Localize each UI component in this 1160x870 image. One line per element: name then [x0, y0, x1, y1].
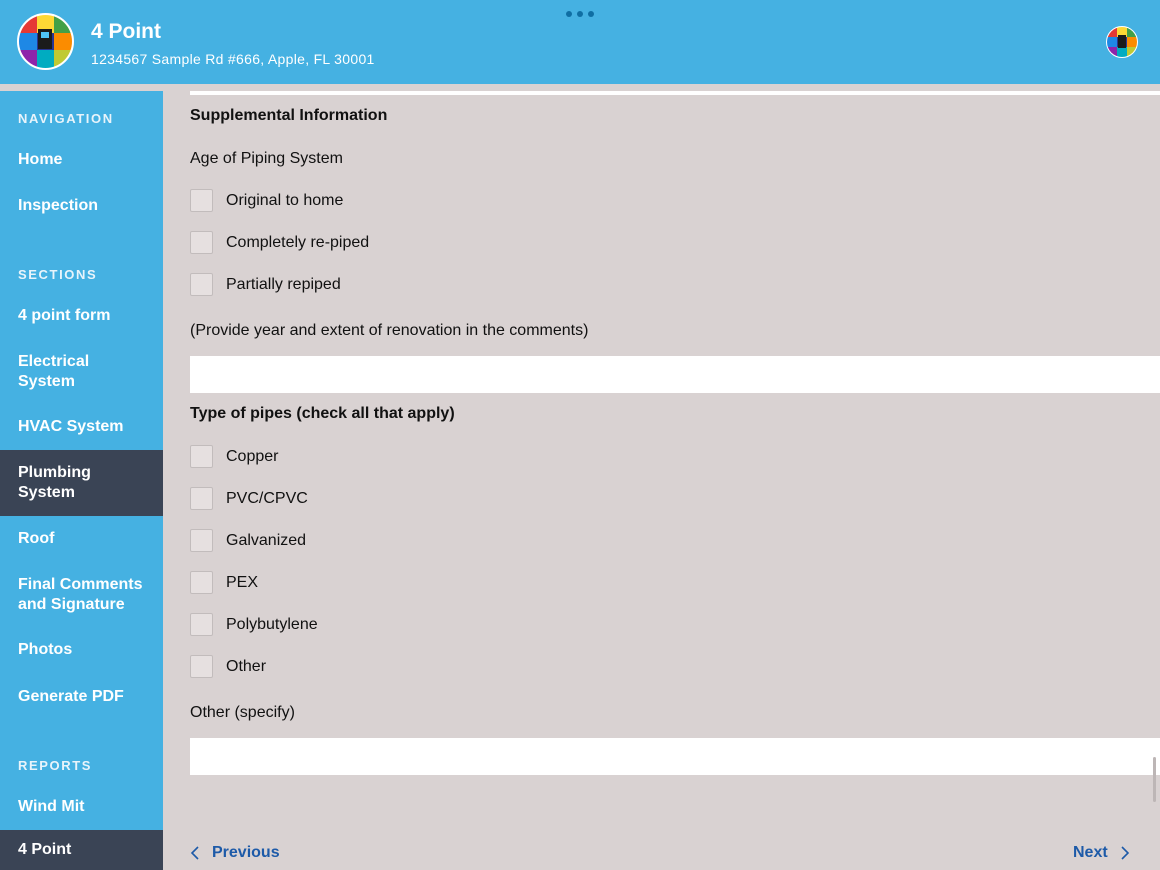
sidebar-item-home[interactable]: Home [18, 151, 63, 168]
section-reports: REPORTS [18, 758, 93, 773]
top-divider [190, 91, 1160, 95]
checkbox-label: Completely re-piped [226, 233, 370, 251]
checkbox-label: Polybutylene [226, 615, 318, 633]
sidebar-item-generate-pdf[interactable]: Generate PDF [18, 688, 124, 705]
sidebar-item-wind-mit[interactable]: Wind Mit [18, 798, 85, 815]
checkbox-completely-repiped[interactable] [190, 231, 369, 254]
checkbox-icon[interactable] [190, 189, 213, 212]
sidebar-item-4-point[interactable]: 4 Point [0, 830, 163, 870]
sidebar-item-photos[interactable]: Photos [18, 641, 73, 658]
checkbox-original-to-home[interactable] [190, 189, 343, 212]
chevron-right-icon [1118, 846, 1130, 860]
age-of-piping-label: Age of Piping System [190, 150, 343, 167]
more-dots-icon[interactable] [566, 8, 594, 20]
checkbox-pex[interactable] [190, 571, 258, 594]
checkbox-label: Partially repiped [226, 275, 341, 293]
sidebar-item-inspection[interactable]: Inspection [18, 197, 99, 214]
other-specify-label: Other (specify) [190, 704, 295, 721]
other-specify-input[interactable] [190, 738, 1160, 775]
next-button[interactable] [1073, 844, 1130, 862]
sidebar [0, 91, 163, 870]
supplemental-heading: Supplemental Information [190, 107, 388, 124]
app-header [0, 0, 1160, 84]
renovation-comments-input[interactable] [190, 356, 1160, 393]
checkbox-label: Original to home [226, 191, 344, 209]
renovation-note: (Provide year and extent of renovation in the comments) [190, 322, 589, 339]
checkbox-polybutylene[interactable] [190, 613, 318, 636]
checkbox-label: PVC/CPVC [226, 489, 308, 507]
checkbox-other[interactable] [190, 655, 266, 678]
sidebar-item-electrical-system[interactable]: Electrical System [18, 353, 90, 390]
app-title: 4 Point [91, 20, 162, 43]
checkbox-partially-repiped[interactable] [190, 273, 341, 296]
checkbox-icon[interactable] [190, 529, 213, 552]
property-address: 1234567 Sample Rd #666, Apple, FL 30001 [91, 51, 375, 67]
checkbox-label: Copper [226, 447, 279, 465]
section-navigation: NAVIGATION [18, 111, 114, 126]
checkbox-galvanized[interactable] [190, 529, 306, 552]
checkbox-icon[interactable] [190, 613, 213, 636]
user-avatar-icon[interactable] [1106, 26, 1138, 58]
sidebar-item-final-comments[interactable]: Final Comments and Signature [18, 576, 143, 613]
sidebar-item-plumbing-system[interactable]: Plumbing System [0, 450, 163, 516]
sidebar-item-4-point-form[interactable]: 4 point form [18, 307, 111, 324]
previous-label: Previous [212, 844, 280, 861]
section-sections: SECTIONS [18, 267, 98, 282]
checkbox-icon[interactable] [190, 487, 213, 510]
sidebar-item-hvac-system[interactable]: HVAC System [18, 418, 124, 435]
next-label: Next [1073, 844, 1108, 861]
checkbox-icon[interactable] [190, 231, 213, 254]
checkbox-icon[interactable] [190, 571, 213, 594]
sidebar-item-roof[interactable]: Roof [18, 530, 55, 547]
checkbox-label: PEX [226, 573, 259, 591]
checkbox-icon[interactable] [190, 445, 213, 468]
checkbox-label: Galvanized [226, 531, 307, 549]
chevron-left-icon [190, 846, 202, 860]
pipe-types-heading: Type of pipes (check all that apply) [190, 405, 455, 422]
previous-button[interactable] [190, 844, 280, 862]
checkbox-icon[interactable] [190, 273, 213, 296]
checkbox-icon[interactable] [190, 655, 213, 678]
checkbox-copper[interactable] [190, 445, 278, 468]
vertical-scrollbar[interactable] [1153, 757, 1156, 802]
checkbox-label: Other [226, 657, 267, 675]
form-content [163, 91, 1160, 870]
app-logo-icon[interactable] [17, 13, 74, 70]
checkbox-pvc-cpvc[interactable] [190, 487, 308, 510]
